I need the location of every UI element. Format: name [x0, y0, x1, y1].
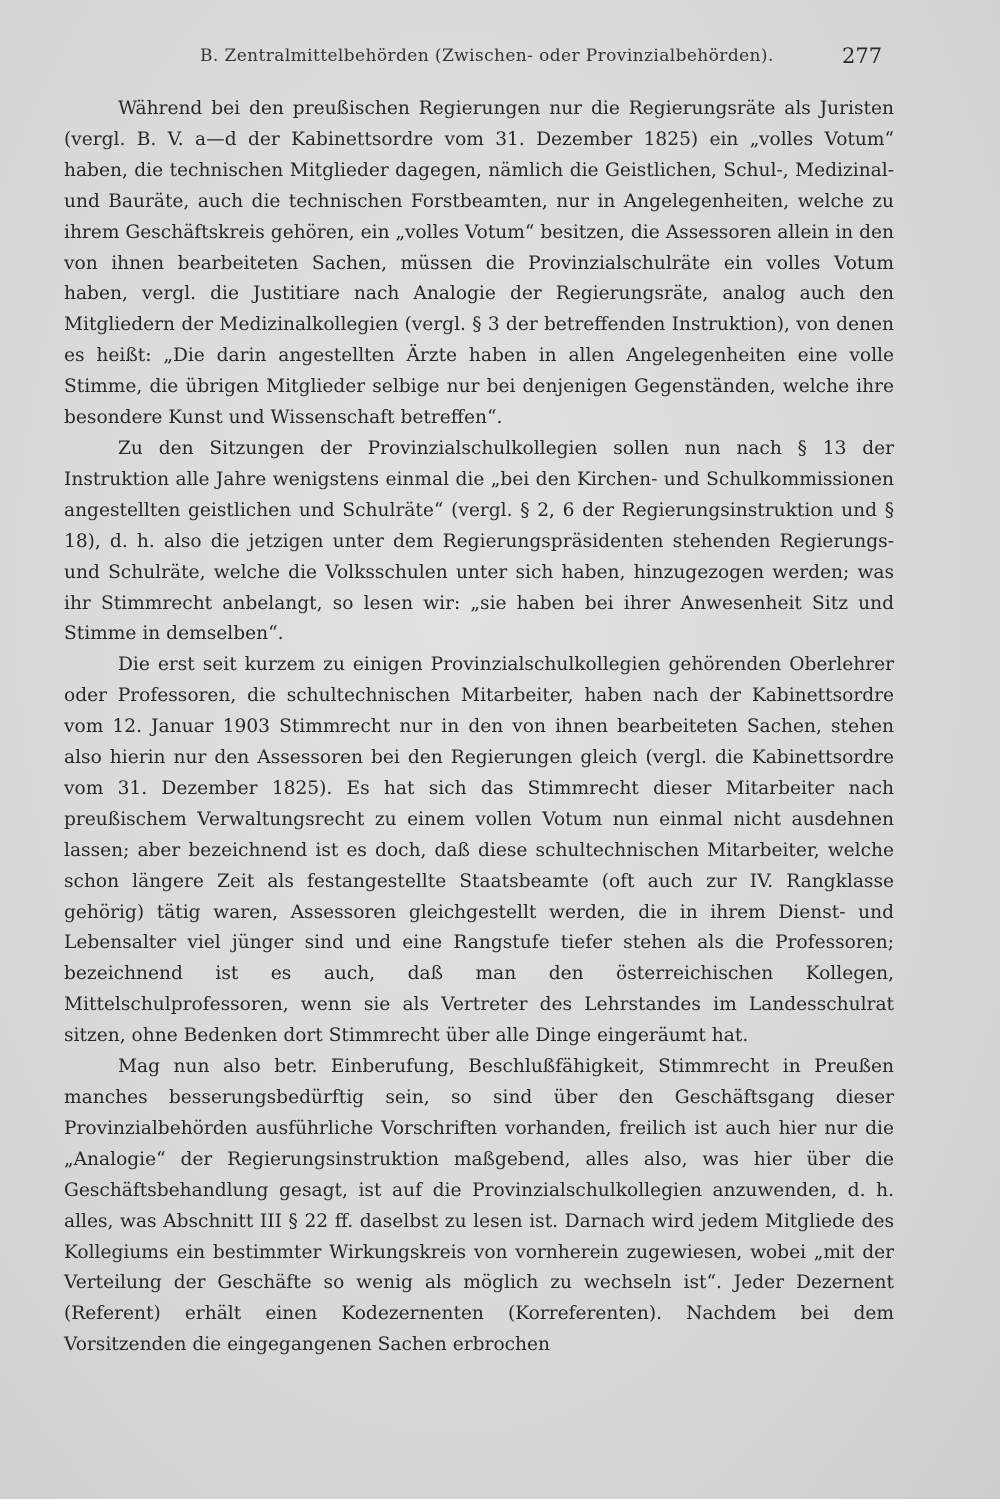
paragraph-1: Während bei den preußischen Regierungen nur die Regierungsräte als Juristen (vergl. B. V. a—d der Kabinettsordre vom 31. Dezember 1825) ein „volles Votum“ haben, die technischen Mitglieder dagegen, nämlich die Geistlichen, Schul-, Medizinal- und Bauräte, auch die technischen Forstbeamten, nur in Angelegenheiten, welche zu ihrem Geschäftskreis gehören, ein „volles Votum“ besitzen, die Assessoren allein in den von ihnen bearbeiteten Sachen, müssen die Provinzialschulräte ein volles Votum haben, vergl. die Justitiare nach Analogie der Regierungsräte, analog auch den Mitgliedern der Medizinalkollegien (vergl. § 3 der betreffenden Instruktion), von denen es heißt: „Die darin angestellten Ärzte haben in allen Angelegenheiten eine volle Stimme, die übrigen Mitglieder selbige nur bei denjenigen Gegenständen, welche ihre besondere Kunst und Wissenschaft betreffen“.	[64, 98, 894, 429]
paragraph-4: Mag nun also betr. Einberufung, Beschlußfähigkeit, Stimmrecht in Preußen manches besserungsbedürftig sein, so sind über den Geschäftsgang dieser Provinzialbehörden ausführliche Vorschriften vorhanden, freilich ist auch hier nur die „Analogie“ der Regierungsinstruktion maßgebend, alles also, was hier über die Geschäftsbehandlung gesagt, ist auf die Provinzialschulkollegien anzuwenden, d. h. alles, was Abschnitt III § 22 ff. daselbst zu lesen ist. Darnach wird jedem Mitgliede des Kollegiums ein bestimmter Wirkungskreis von vornherein zugewiesen, wobei „mit der Verteilung der Geschäfte so wenig als möglich zu wechseln ist“. Jeder Dezernent (Referent) erhält einen Kodezernenten (Korreferenten). Nachdem bei dem Vorsitzenden die eingegangenen Sachen erbrochen	[64, 1056, 894, 1356]
page-number: 277	[842, 44, 883, 68]
running-head: B. Zentralmittelbehörden (Zwischen- oder Provinzialbehörden).	[200, 46, 774, 66]
body-text	[64, 94, 894, 1361]
paragraph-3: Die erst seit kurzem zu einigen Provinzialschulkollegien gehörenden Oberlehrer oder Professoren, die schultechnischen Mitarbeiter, haben nach der Kabinettsordre vom 12. Januar 1903 Stimmrecht nur in den von ihnen bearbeiteten Sachen, stehen also hierin nur den Assessoren bei den Regierungen gleich (vergl. die Kabinettsordre vom 31. Dezember 1825). Es hat sich das Stimmrecht dieser Mitarbeiter nach preußischem Verwaltungsrecht zu einem vollen Votum nun einmal nicht ausdehnen lassen; aber bezeichnend ist es doch, daß diese schultechnischen Mitarbeiter, welche schon längere Zeit als festangestellte Staatsbeamte (oft auch zur IV. Rangklasse gehörig) tätig waren, Assessoren gleichgestellt werden, die in ihrem Dienst- und Lebensalter viel jünger sind und eine Rangstufe tiefer stehen als die Professoren; bezeichnend ist es auch, daß man den österreichischen Kollegen, Mittelschulprofessoren, wenn sie als Vertreter des Lehrstandes im Landesschulrat sitzen, ohne Bedenken dort Stimmrecht über alle Dinge eingeräumt hat.	[64, 654, 894, 1047]
paragraph-2: Zu den Sitzungen der Provinzialschulkollegien sollen nun nach § 13 der Instruktion alle Jahre wenigstens einmal die „bei den Kirchen- und Schulkommissionen angestellten geistlichen und Schulräte“ (vergl. § 2, 6 der Regierungsinstruktion und § 18), d. h. also die jetzigen unter dem Regierungspräsidenten stehenden Regierungs- und Schulräte, welche die Volksschulen unter sich haben, hinzugezogen werden; was ihr Stimmrecht anbelangt, so lesen wir: „sie haben bei ihrer Anwesenheit Sitz und Stimme in demselben“.	[64, 437, 894, 645]
